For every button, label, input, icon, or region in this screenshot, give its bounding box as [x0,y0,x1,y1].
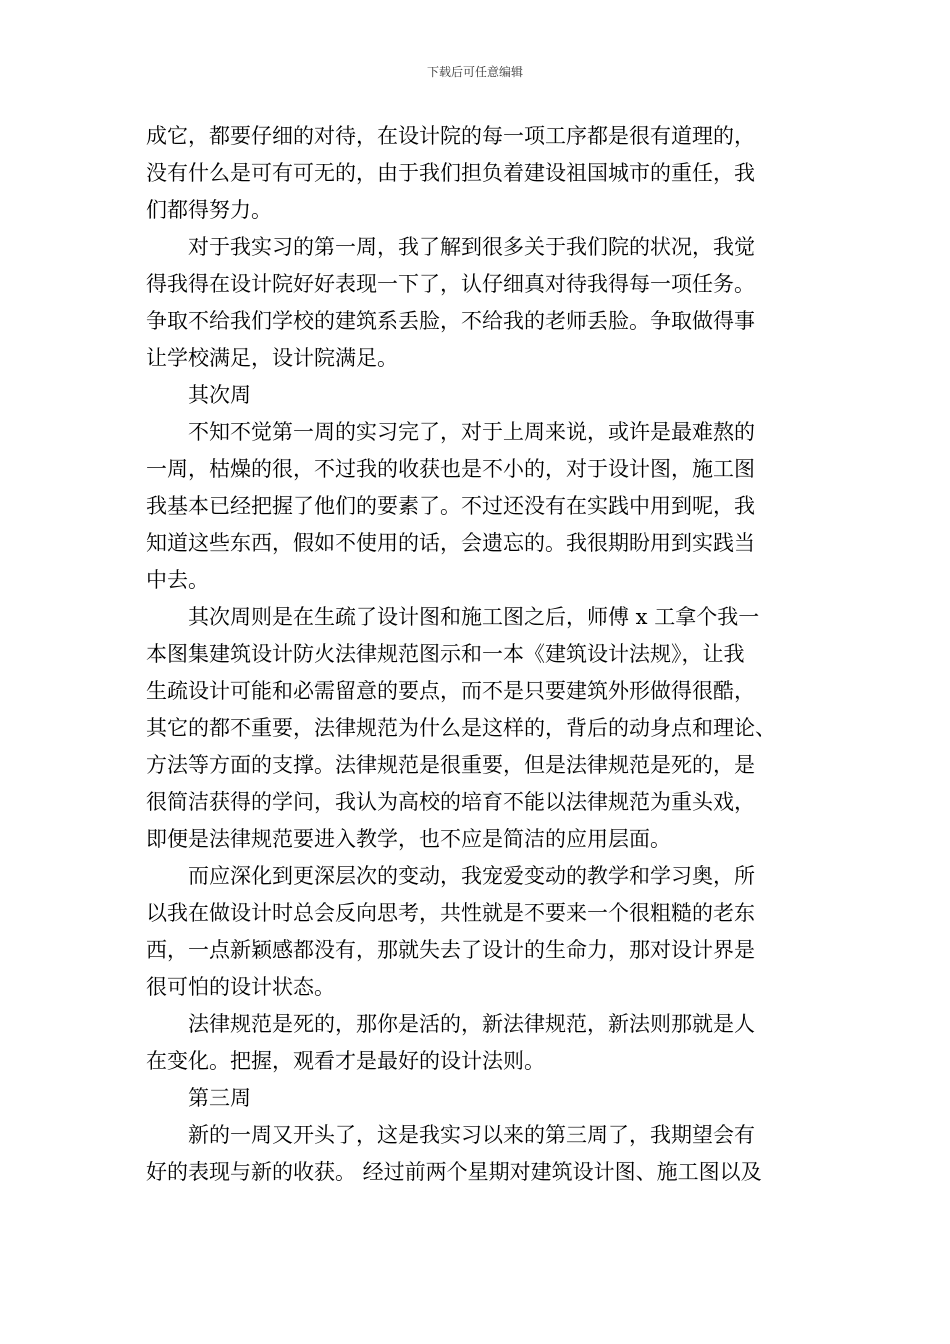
text-line: 没有什么是可有可无的，由于我们担负着建设祖国城市的重任，我 [146,161,755,185]
page-header: 下载后可任意编辑 [426,65,523,79]
text-line: 好的表现与新的收获。 经过前两个星期对建筑设计图、施工图以及 [146,1160,762,1184]
text-line: 生疏设计可能和必需留意的要点，而不是只要建筑外形做得很酷， [146,679,755,703]
text-line: 很可怕的设计状态。 [146,975,335,999]
text-line: 方法等方面的支撑。法律规范是很重要，但是法律规范是死的，是 [146,753,755,777]
text-line: 不知不觉第一周的实习完了，对于上周来说，或许是最难熬的 [188,420,755,444]
text-line: 很简洁获得的学问，我认为高校的培育不能以法律规范为重头戏， [146,790,755,814]
text-line: 其它的都不重要，法律规范为什么是这样的，背后的动身点和理论、 [146,716,776,740]
text-line: 我基本已经把握了他们的要素了。不过还没有在实践中用到呢，我 [146,494,755,518]
text-line: 一周，枯燥的很，不过我的收获也是不小的，对于设计图，施工图 [146,457,755,481]
text-line: 法律规范是死的，那你是活的，新法律规范，新法则那就是人 [188,1012,755,1036]
text-line: 争取不给我们学校的建筑系丢脸，不给我的老师丢脸。争取做得事 [146,309,755,333]
text-line: 在变化。把握，观看才是最好的设计法则。 [146,1049,545,1073]
text-line: 即便是法律规范要进入教学，也不应是简洁的应用层面。 [146,827,671,851]
text-line: 知道这些东西，假如不使用的话，会遗忘的。我很期盼用到实践当 [146,531,755,555]
text-line: 得我得在设计院好好表现一下了，认仔细真对待我得每一项任务。 [146,272,755,296]
text-line: 让学校满足，设计院满足。 [146,346,398,370]
document-body [146,118,826,1191]
text-line: 们都得努力。 [146,198,272,222]
text-line: 其次周 [188,383,251,407]
text-line: 对于我实习的第一周，我了解到很多关于我们院的状况，我觉 [188,235,755,259]
text-line: 本图集建筑设计防火法律规范图示和一本《建筑设计法规》，让我 [146,642,745,666]
text-line: 其次周则是在生疏了设计图和施工图之后，师傅 x 工拿个我一 [188,605,760,629]
text-line: 第三周 [188,1086,251,1110]
text-line: 西，一点新颖感都没有，那就失去了设计的生命力，那对设计界是 [146,938,755,962]
text-line: 成它，都要仔细的对待，在设计院的每一项工序都是很有道理的， [146,124,755,148]
text-line: 新的一周又开头了，这是我实习以来的第三周了，我期望会有 [188,1123,755,1147]
text-line: 中去。 [146,568,209,592]
text-line: 以我在做设计时总会反向思考，共性就是不要来一个很粗糙的老东 [146,901,755,925]
text-line: 而应深化到更深层次的变动，我宠爱变动的教学和学习奥，所 [188,864,755,888]
